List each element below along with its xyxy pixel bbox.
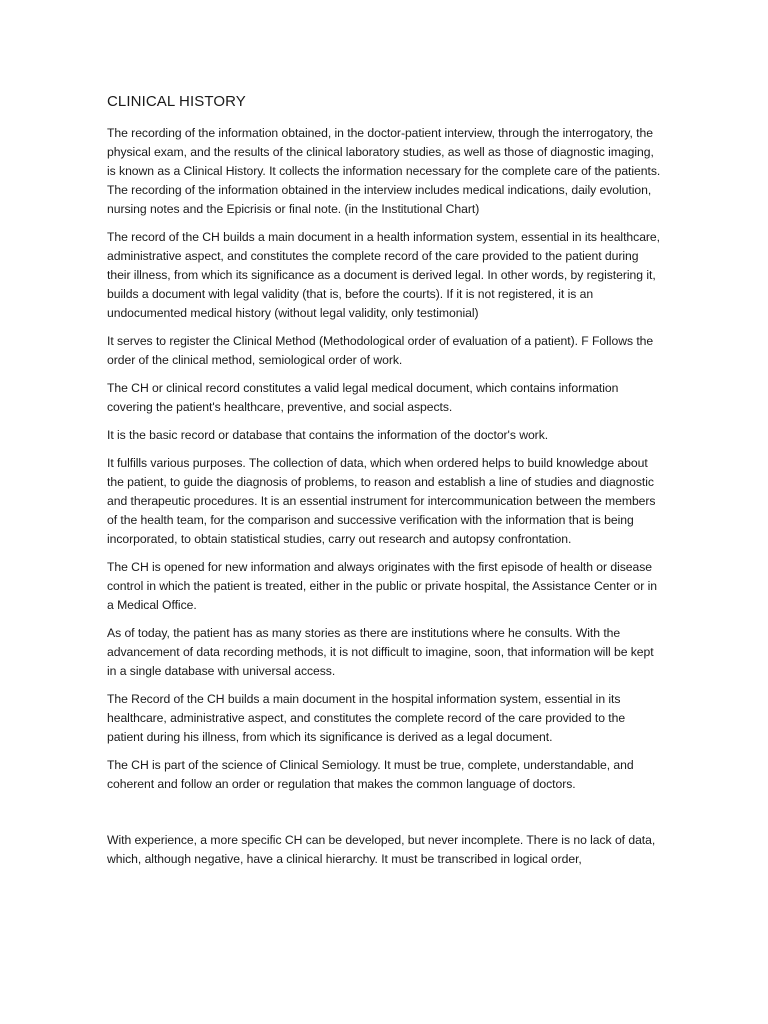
- paragraph: As of today, the patient has as many stories as there are institutions where he consults. With the advancement of data recording methods, it is not difficult to imagine, soon, that information will be kept in a single database with universal access.: [107, 626, 654, 678]
- paragraph: It serves to register the Clinical Method (Methodological order of evaluation of a patient). F Follows the order of the clinical method, semiological order of work.: [107, 334, 654, 367]
- document-title: CLINICAL HISTORY: [107, 93, 246, 110]
- paragraph: The Record of the CH builds a main document in the hospital information system, essential in its healthcare, administrative aspect, and constitutes the complete record of the care provided to the patient during his illness, from which its significance is derived as a legal document.: [107, 692, 626, 744]
- final-paragraph: With experience, a more specific CH can be developed, but never incomplete. There is no lack of data, which, although negative, have a clinical hierarchy. It must be transcribed in logical order,: [107, 833, 656, 866]
- paragraph: The record of the CH builds a main document in a health information system, essential in its healthcare, administrative aspect, and constitutes the complete record of the care provided to the patient during their illness, from which its significance as a document is derived legal. In other words, by registering it, builds a document with legal validity (that is, before the courts). If it is not registered, it is an undocumented medical history (without legal validity, only testimonial): [107, 230, 660, 320]
- paragraph: The CH or clinical record constitutes a valid legal medical document, which contains information covering the patient's healthcare, preventive, and social aspects.: [107, 381, 619, 414]
- paragraph: It fulfills various purposes. The collection of data, which when ordered helps to build knowledge about the patient, to guide the diagnosis of problems, to reason and establish a line of studies and diagnostic and therapeutic procedures. It is an essential instrument for intercommunication between the members of the health team, for the comparison and successive verification with the information that is being incorporated, to obtain statistical studies, carry out research and autopsy confrontation.: [107, 456, 656, 546]
- paragraph: The recording of the information obtained, in the doctor-patient interview, through the interrogatory, the physical exam, and the results of the clinical laboratory studies, as well as those of diagnostic imaging, is known as a Clinical History. It collects the information necessary for the complete care of the patients. The recording of the information obtained in the interview includes medical indications, daily evolution, nursing notes and the Epicrisis or final note. (in the Institutional Chart): [107, 126, 661, 216]
- paragraph-spacer: [107, 803, 663, 831]
- document-page: [107, 92, 663, 878]
- paragraph: The CH is opened for new information and always originates with the first episode of health or disease control in which the patient is treated, either in the public or private hospital, the Assistance Center or in a Medical Office.: [107, 560, 658, 612]
- paragraph: It is the basic record or database that contains the information of the doctor's work.: [107, 428, 549, 442]
- paragraph: The CH is part of the science of Clinical Semiology. It must be true, complete, understandable, and coherent and follow an order or regulation that makes the common language of doctors.: [107, 758, 634, 791]
